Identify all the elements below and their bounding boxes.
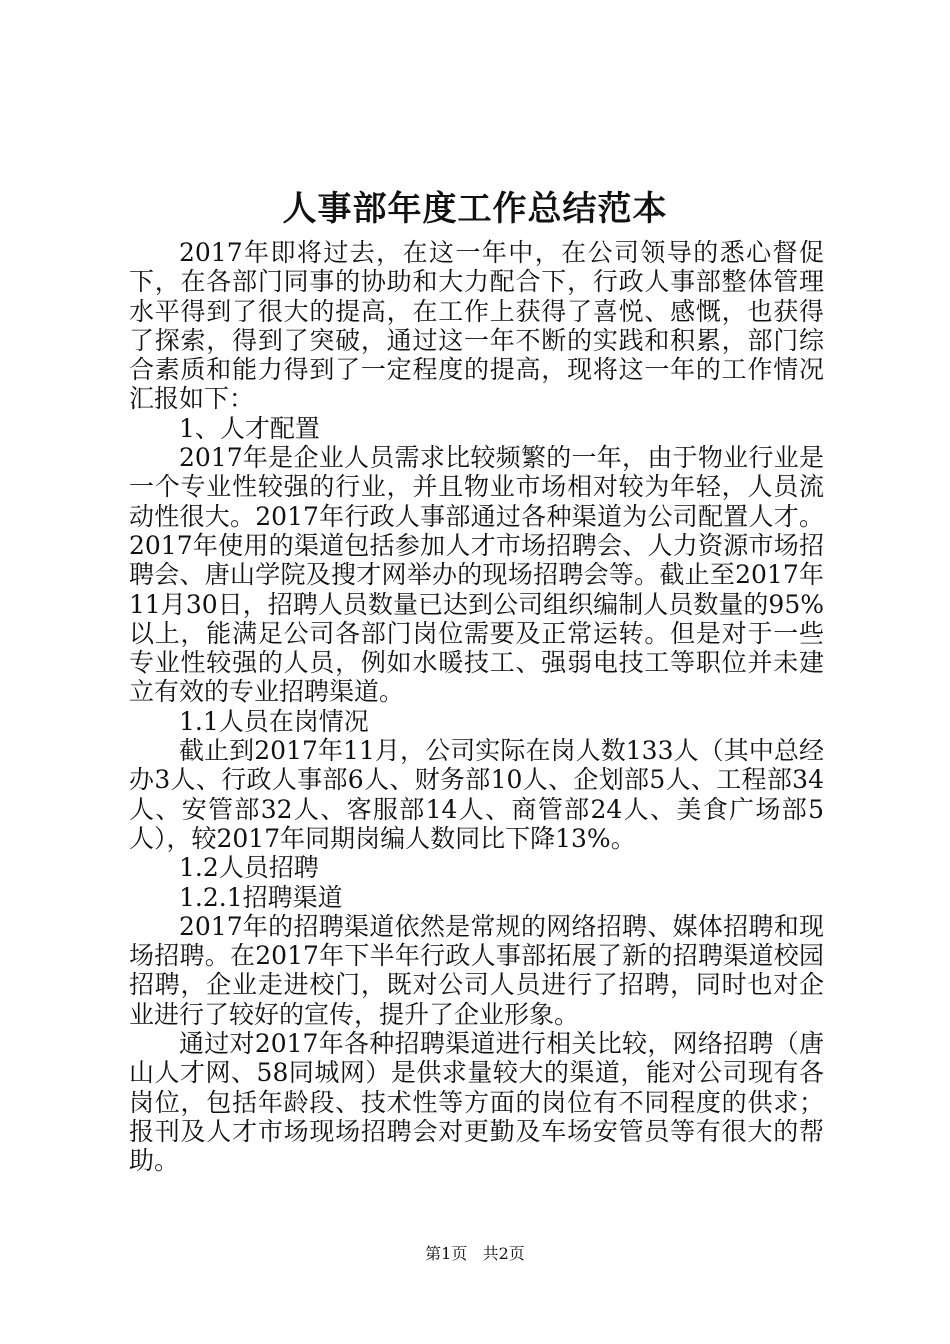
section-heading-talent: 1、人才配置 xyxy=(179,413,320,443)
page-number: 第1页 xyxy=(425,1244,468,1263)
section-heading-channels: 1.2.1招聘渠道 xyxy=(179,882,343,912)
paragraph-channels: 2017年的招聘渠道依然是常规的网络招聘、媒体招聘和现场招聘。在2017年下半年行政人事部拓展了新的招聘渠道校园招聘，企业走进校门，既对公司人员进行了招聘，同时也对企业进行了较好的宣传，提升了企业形象。 xyxy=(129,911,824,1029)
paragraph-talent: 2017年是企业人员需求比较频繁的一年，由于物业行业是一个专业性较强的行业，并且物业市场相对较为年轻，人员流动性很大。2017年行政人事部通过各种渠道为公司配置人才。2017年使用的渠道包括参加人才市场招聘会、人力资源市场招聘会、唐山学院及搜才网举办的现场招聘会等。截止至2017年11月30日，招聘人员数量已达到公司组织编制人员数量的95%以上，能满足公司各部门岗位需要及正常运转。但是对于一些专业性较强的人员，例如水暖技工、强弱电技工等职位并未建立有效的专业招聘渠道。 xyxy=(129,443,824,707)
paragraph-staffing: 截止到2017年11月，公司实际在岗人数133人（其中总经办3人、行政人事部6人、财务部10人、企划部5人、工程部34人、安管部32人、客服部14人、商管部24人、美食广场部5人），较2017年同期岗编人数同比下降13%。 xyxy=(129,736,824,853)
document-title: 人事部年度工作总结范本 xyxy=(282,189,668,229)
section-heading-recruitment: 1.2人员招聘 xyxy=(179,853,319,883)
page-footer xyxy=(0,1243,950,1265)
section-heading-staffing: 1.1人员在岗情况 xyxy=(179,706,369,736)
paragraph-intro: 2017年即将过去，在这一年中，在公司领导的悉心督促下，在各部门同事的协助和大力配合下，行政人事部整体管理水平得到了很大的提高，在工作上获得了喜悦、感慨，也获得了探索，得到了突破，通过这一年不断的实践和积累，部门综合素质和能力得到了一定程度的提高，现将这一年的工作情况汇报如下： xyxy=(129,238,824,414)
page-total: 共2页 xyxy=(482,1244,525,1263)
paragraph-comparison: 通过对2017年各种招聘渠道进行相关比较，网络招聘（唐山人才网、58同城网）是供求量较大的渠道，能对公司现有各岗位，包括年龄段、技术性等方面的岗位有不同程度的供求；报刊及人才市场现场招聘会对更勤及车场安管员等有很大的帮助。 xyxy=(129,1029,824,1176)
document-body xyxy=(129,238,824,1176)
